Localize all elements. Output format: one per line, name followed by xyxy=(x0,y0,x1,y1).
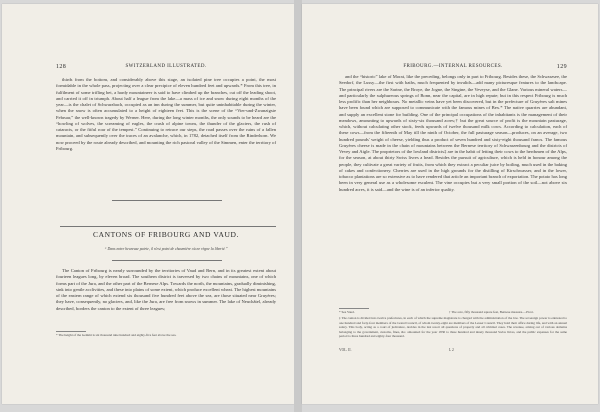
divider xyxy=(112,200,222,201)
body-text xyxy=(56,268,276,312)
volume-label: VOL. II. xyxy=(339,348,352,352)
footnote: * See Vaud. xyxy=(339,310,355,314)
paragraph: thirds from the bottom, and considerably above this stage, an isolated pine tree occupies a point, the most formidable in the whole pass, projecting over a clear precipice of eleven hundred feet and upwards.* From this tree, in fulfilment of some trifling bet, a hardy mountaineer is said to have climbed up the branches, cut off the leading shoot, and carried it off in triumph. About half a league from the lake—a mass of ice and snow during eight months of the year—is the chalet of Schwarzbach, occupied as an inn during the summer, but quite uninhabitable during the winter, when the snow is often accumulated to a height of eighteen feet. This is the scene of the “Vier-und-Zwanzigste Februar,” the well-known tragedy by Werner. Here, during the long winter months, the only sounds to be heard are the “howling of wolves, the screaming of eagles, the crash of alpine towns, the thunder of the glaciers, the rush of cataracts, or the fitful roar of the tempest.” Continuing to retrace our steps, the road passes over the ruins of a fallen mountain, and subsequently over the traces of an avalanche, which, in 1782, detached itself from the Rinderhorn. We now proceed by the route already described, and mounting the rich pastoral valley of the Simmen, enter the territory of Fribourg. xyxy=(56,77,276,151)
footnote: ‡ The canton is divided into twelve prefectures, in each of which the supreme magistrate is charged with the administration of the law. The sovereign power is entrusted to one hundred and forty-four members of the Grand Council, of whom twenty-eight are members of the Lesser Council. They hold their office during life, and with an annual salary. This body, acting as a court of judicature, decides in the last resort all questions of property and all criminal cases. The revenue, arising out of various domains belonging to the government, customs, fines, &c. amounted for the year 1830 to three hundred and ninety thousand Swiss livres, and the public expenses for the same period to three hundred and eighty-four thousand. xyxy=(339,316,567,339)
running-head xyxy=(339,64,567,72)
signature-line xyxy=(339,348,567,354)
epigraph: “ Dans notre heureuse patrie, il n'est point de chaumière où ne règne la liberté.” xyxy=(104,247,228,251)
footnote: † The acre, fifty thousand square feet, Bernese measure.—Picot. xyxy=(449,310,534,314)
paragraph: The Canton of Fribourg is nearly surrounded by the territories of Vaud and Bern, and in its greatest extent about fourteen leagues long, by eleven broad. The southern district is traversed by two chains of mountains, one of which forms part of the Jura, and the other part of the Bernese Alps. Towards the north, the mountains, gradually diminishing, sink into gentle acclivities, and these into plains of some extent, which produce excellent wheat. The highest mountains of the eastern range of which extend six thousand five hundred feet above the sea, are those situated near Gruyères; they have, consequently, no glaciers, and, like the Jura, are free from snows in summer. The lake of Neuchâtel, already described, borders the canton to the extent of three leagues; xyxy=(56,268,276,311)
page-number: 129 xyxy=(556,64,567,70)
footnote: * The height of the Gemmi is six thousand nine hundred and eighty-five feet above the sea. xyxy=(56,333,177,337)
divider xyxy=(60,226,276,227)
running-head-title: FRIBOURG.—INTERNAL RESOURCES. xyxy=(403,64,503,69)
footnote-rule xyxy=(339,308,369,309)
page-number: 128 xyxy=(56,64,67,70)
right-page xyxy=(302,4,598,404)
running-head xyxy=(56,64,276,72)
section-heading: CANTONS OF FRIBOURG AND VAUD. xyxy=(93,230,239,239)
paragraph: and the “historic” lake of Morat, like the preceding, belongs only in part to Fribourg. Besides these, the Schwarzsee, the Seedorf, the Lussy—the first with baths, much frequented by invalids—add many picturesque features to the landscape. The principal rivers are the Sarine, the Broye, the Jogne, the Singine, the Veveyse, and the Glane. Various mineral waters—and particularly the sulphureous springs of Bonn, near the capital, are in high repute; but in this respect Fribourg is much less prolific than her neighbours. No metallic veins have yet been discovered, but in the prefecture of Gruyères salt mines have been found which are supposed to communicate with the famous mines of Bex.* The native quarries are abundant, and supply an excellent stone for building. One of the principal occupations of the inhabitants is the management of their meadows, amounting to upwards of sixty-six thousand acres;† but the great source of profit is the mountain pasturage, which, without calculating other stock, feeds upwards of twelve thousand milk cows. According to calculation, each of these cows—from the fifteenth of May till the ninth of October, the full pasturage season—produces, on an average, two hundred pounds' weight of cheese, yielding thus a product of seven hundred and sixty-eight thousand francs. The famous Gruyères cheese is made in the chain of mountains between the Bernese territory of Schwarzenbourg and the districts of Vevey and Aigle. The proprietors of the lowland districts‡ are in the habit of letting their cows to the herdsmen of the Alps, for the season, at about thirty Swiss livres a head. Besides the pursuit of agriculture, which is held in honour among the people, they cultivate a great variety of fruits, from which they extract a peculiar juice by boiling, much used in the baking of cakes and confectionery. Cherries are used in the high grounds for the distilling of Kirschwasser, and in the lower, tobacco plantations are so extensive as to have rendered that article an important branch of exportation. The potato has long been in very general use as a wholesome esculent. The vine occupies but a very small portion of the soil—not above six hundred acres, it is said—and the wine is of an inferior quality. xyxy=(339,74,567,192)
gutter xyxy=(294,0,302,412)
footnote-row xyxy=(339,310,567,315)
body-text xyxy=(339,74,567,193)
body-text xyxy=(56,77,276,152)
footnote-rule xyxy=(56,331,86,332)
left-page xyxy=(2,4,294,404)
running-head-title: SWITZERLAND ILLUSTRATED. xyxy=(125,64,207,69)
signature-mark: L 2 xyxy=(449,348,454,352)
divider xyxy=(112,260,222,261)
